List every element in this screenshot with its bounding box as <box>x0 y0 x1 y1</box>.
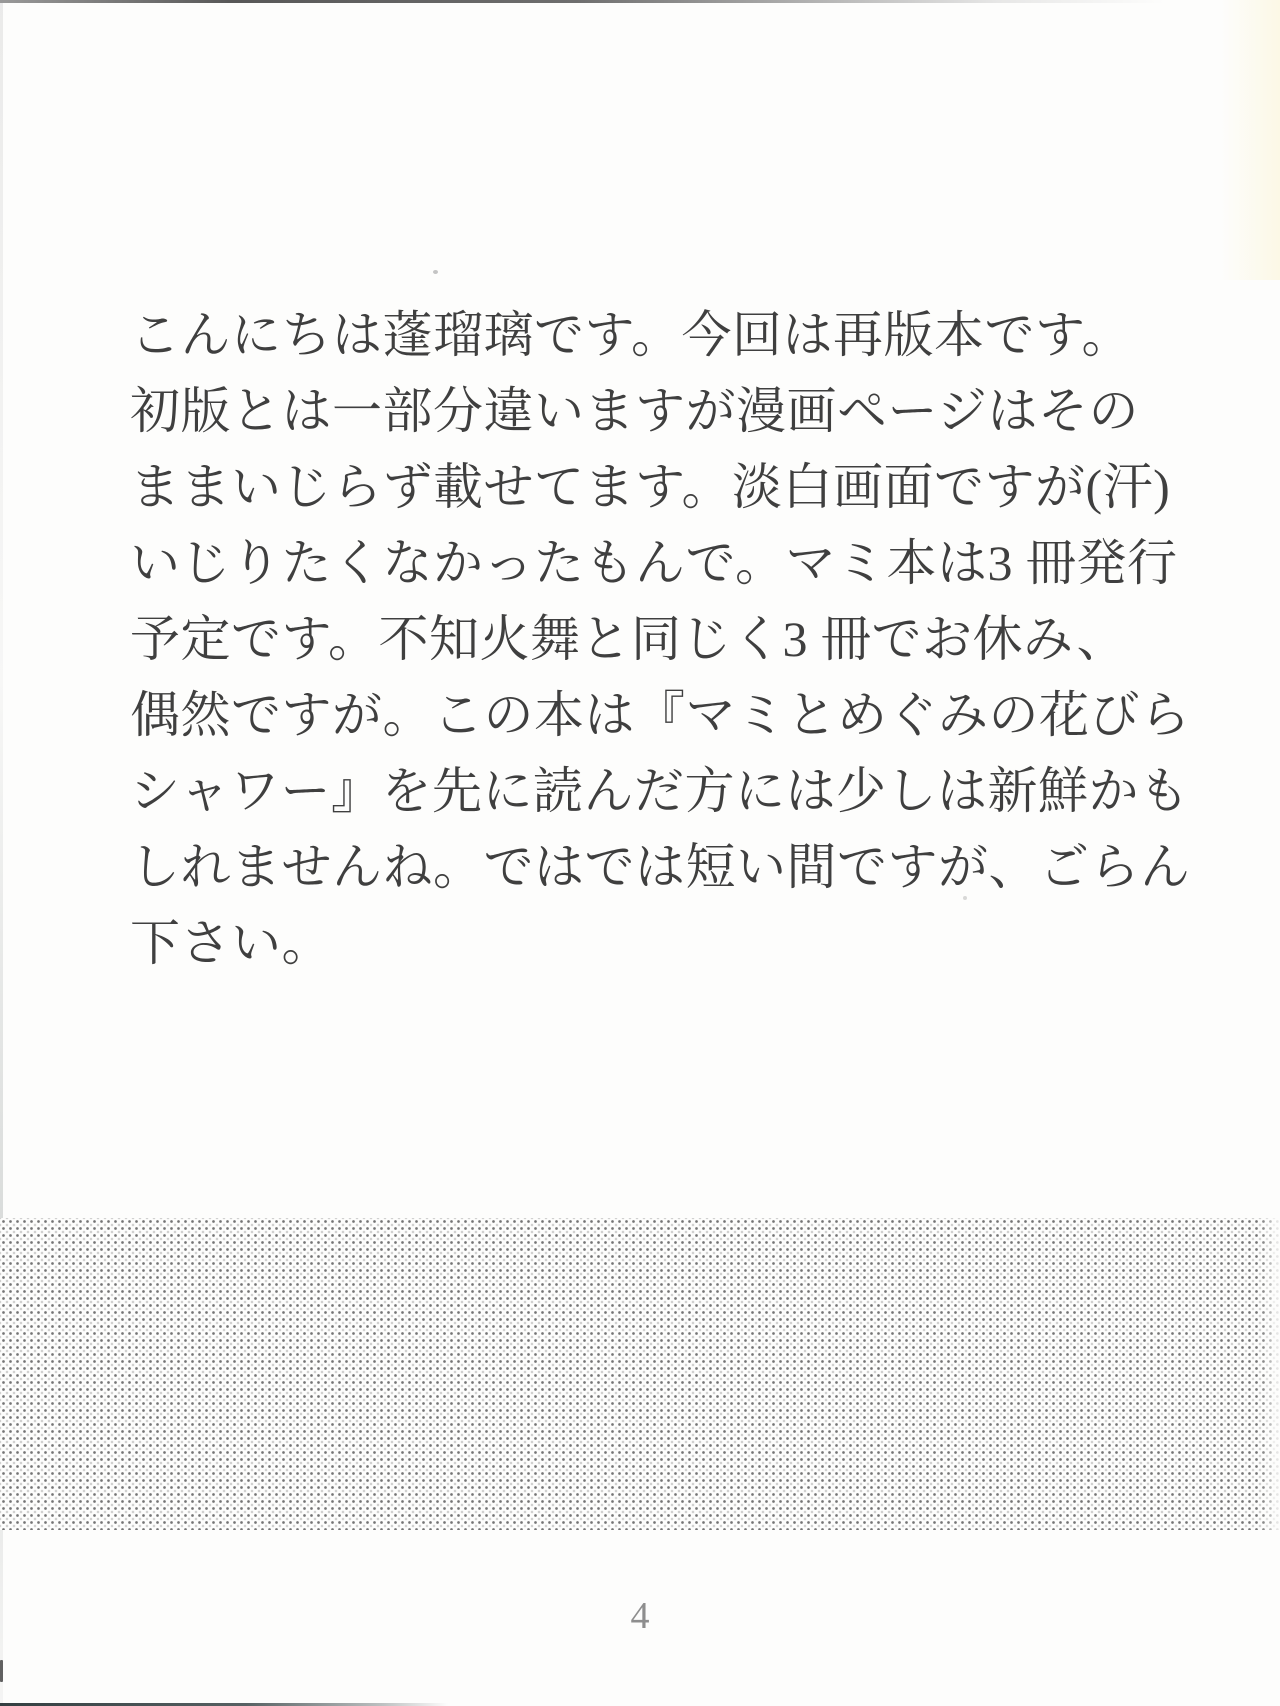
afterword-line: こんにちは蓬瑠璃です。今回は再版本です。 <box>130 307 1132 363</box>
afterword-text-block <box>130 297 1191 981</box>
afterword-line: 初版とは一部分違いますが漫画ページはその <box>130 383 1139 439</box>
afterword-line: いじりたくなかったもんで。マミ本は3 冊発行 <box>130 535 1178 591</box>
afterword-line: ままいじらず載せてます。淡白画面ですが(汗) <box>130 459 1171 515</box>
afterword-line: 下さい。 <box>130 915 332 971</box>
right-edge-paper-tint <box>1210 0 1280 280</box>
afterword-line: 予定です。不知火舞と同じく3 冊でお休み、 <box>130 611 1127 667</box>
left-edge-scan-mark <box>0 1660 3 1682</box>
halftone-screentone-band <box>0 1218 1280 1530</box>
top-edge-scan-line <box>0 0 1280 3</box>
page-number: 4 <box>630 1595 650 1637</box>
afterword-line: しれませんね。ではでは短い間ですが、ごらん <box>130 839 1191 895</box>
afterword-line: 偶然ですが。この本は『マミとめぐみの花びら <box>130 687 1191 743</box>
scan-speck <box>433 270 438 274</box>
afterword-line: シャワー』を先に読んだ方には少しは新鮮かも <box>130 763 1190 819</box>
